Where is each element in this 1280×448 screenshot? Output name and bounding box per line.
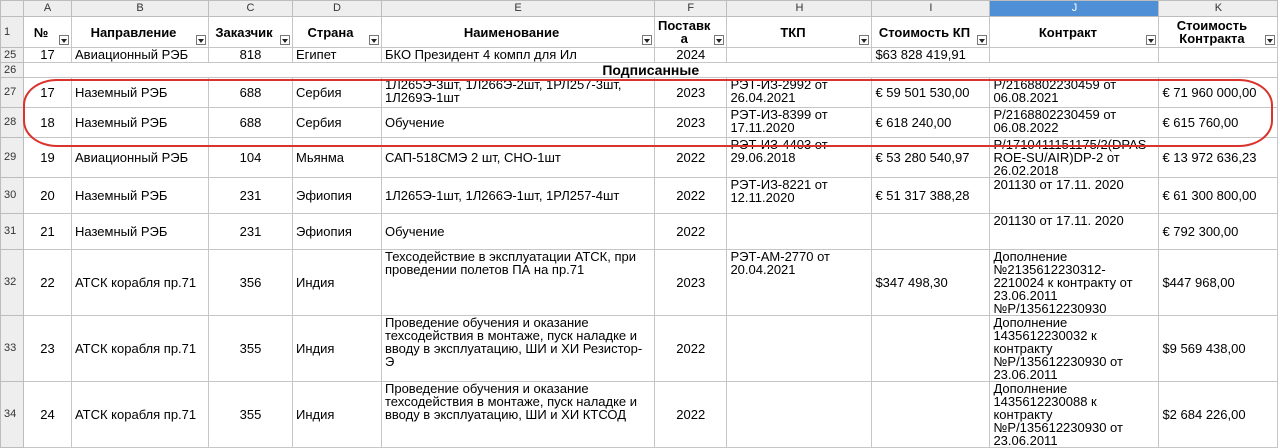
- cell-h[interactable]: [727, 48, 872, 63]
- cell-e[interactable]: Обучение: [382, 214, 655, 250]
- cell-i[interactable]: € 618 240,00: [872, 108, 990, 138]
- table-row: [1, 48, 1278, 63]
- cell-j[interactable]: P/2168802230459 от 06.08.2022: [990, 108, 1159, 138]
- cell-j[interactable]: 201130 от 17.11. 2020: [990, 214, 1159, 250]
- row-header[interactable]: 33: [1, 316, 24, 382]
- header-row: [1, 17, 1278, 48]
- cell-h[interactable]: РЭТ-ИЗ-4403 от 29.06.2018: [727, 138, 872, 178]
- cell-d[interactable]: Мьянма: [293, 138, 382, 178]
- cell-c[interactable]: 355: [209, 382, 293, 448]
- header-label: Направление: [90, 24, 177, 40]
- column-header-e[interactable]: E: [382, 1, 655, 17]
- cell-f[interactable]: 2023: [655, 78, 727, 108]
- header-label: Поставк а: [658, 18, 711, 46]
- cell-b[interactable]: Наземный РЭБ: [72, 178, 209, 214]
- cell-f[interactable]: 2022: [655, 138, 727, 178]
- header-cell-h[interactable]: [727, 17, 872, 48]
- column-header-h[interactable]: H: [727, 1, 872, 17]
- row-header[interactable]: 28: [1, 108, 24, 138]
- cell-i[interactable]: $63 828 419,91: [872, 48, 990, 63]
- column-header-row: [1, 1, 1278, 17]
- cell-d[interactable]: Сербия: [293, 78, 382, 108]
- cell-e[interactable]: Проведение обучения и оказание техсодействия в монтаже, пуск наладке и вводу в эксплуатацию, ШИ и ХИ КТСОД: [382, 382, 655, 448]
- row-header[interactable]: 27: [1, 78, 24, 108]
- cell-e[interactable]: Техсодействие в эксплуатации АТСК, при проведении полетов ПА на пр.71: [382, 250, 655, 316]
- cell-d[interactable]: Эфиопия: [293, 178, 382, 214]
- header-cell-i[interactable]: [872, 17, 990, 48]
- header-cell-c[interactable]: [209, 17, 293, 48]
- cell-b[interactable]: Наземный РЭБ: [72, 108, 209, 138]
- header-label: Стоимость КП: [878, 24, 971, 40]
- column-header-c[interactable]: C: [209, 1, 293, 17]
- cell-f[interactable]: 2022: [655, 316, 727, 382]
- row-header[interactable]: 26: [1, 63, 24, 78]
- cell-f[interactable]: 2023: [655, 108, 727, 138]
- cell-i[interactable]: [872, 382, 990, 448]
- cell-a[interactable]: 17: [24, 48, 72, 63]
- cell-a[interactable]: 17: [24, 78, 72, 108]
- header-label: Контракт: [1038, 24, 1098, 40]
- cell-a[interactable]: 21: [24, 214, 72, 250]
- cell-b[interactable]: АТСК корабля пр.71: [72, 250, 209, 316]
- row-header[interactable]: 25: [1, 48, 24, 63]
- filter-dropdown-icon[interactable]: [1146, 35, 1156, 45]
- cell-a[interactable]: 20: [24, 178, 72, 214]
- cell-i[interactable]: [872, 214, 990, 250]
- filter-dropdown-icon[interactable]: [642, 35, 652, 45]
- row-header[interactable]: 34: [1, 382, 24, 448]
- cell-k[interactable]: € 13 972 636,23: [1159, 138, 1278, 178]
- column-header-j[interactable]: J: [990, 1, 1159, 17]
- table-row: [1, 214, 1278, 250]
- cell-i[interactable]: [872, 316, 990, 382]
- header-cell-f[interactable]: [655, 17, 727, 48]
- row-header[interactable]: 30: [1, 178, 24, 214]
- table-row: [1, 250, 1278, 316]
- cell-e[interactable]: Проведение обучения и оказание техсодействия в монтаже, пуск наладке и вводу в эксплуатацию, ШИ и ХИ Резистор-Э: [382, 316, 655, 382]
- cell-e[interactable]: 1Л265Э-1шт, 1Л266Э-1шт, 1РЛ257-4шт: [382, 178, 655, 214]
- cell-b[interactable]: Наземный РЭБ: [72, 214, 209, 250]
- cell-e[interactable]: Обучение: [382, 108, 655, 138]
- cell-b[interactable]: Авиационный РЭБ: [72, 138, 209, 178]
- cell-j[interactable]: P/1710411151175/2(DPAS-ROE-SU/AIR)DP-2 от 26.02.2018: [990, 138, 1159, 178]
- cell-d[interactable]: Эфиопия: [293, 214, 382, 250]
- cell-c[interactable]: 104: [209, 138, 293, 178]
- cell-d[interactable]: Индия: [293, 250, 382, 316]
- cell-c[interactable]: 231: [209, 214, 293, 250]
- cell-c[interactable]: 356: [209, 250, 293, 316]
- cell-c[interactable]: 688: [209, 108, 293, 138]
- table-row: [1, 78, 1278, 108]
- cell-f[interactable]: 2022: [655, 214, 727, 250]
- table-row: [1, 316, 1278, 382]
- cell-k[interactable]: $2 684 226,00: [1159, 382, 1278, 448]
- cell-a[interactable]: 19: [24, 138, 72, 178]
- cell-k[interactable]: € 615 760,00: [1159, 108, 1278, 138]
- row-header[interactable]: 1: [1, 17, 24, 48]
- row-header[interactable]: 29: [1, 138, 24, 178]
- cell-h[interactable]: РЭТ-ИЗ-2992 от 26.04.2021: [727, 78, 872, 108]
- cell-b[interactable]: Наземный РЭБ: [72, 78, 209, 108]
- cell-h[interactable]: [727, 316, 872, 382]
- filter-dropdown-icon[interactable]: [280, 35, 290, 45]
- filter-dropdown-icon[interactable]: [59, 35, 69, 45]
- column-header-i[interactable]: I: [872, 1, 990, 17]
- cell-i[interactable]: € 53 280 540,97: [872, 138, 990, 178]
- cell-a[interactable]: 18: [24, 108, 72, 138]
- header-cell-k[interactable]: [1159, 17, 1278, 48]
- cell-d[interactable]: Индия: [293, 316, 382, 382]
- header-label: Наименование: [463, 24, 560, 40]
- cell-c[interactable]: 231: [209, 178, 293, 214]
- cell-e[interactable]: БКО Президент 4 компл для Ил: [382, 48, 655, 63]
- cell-k[interactable]: € 71 960 000,00: [1159, 78, 1278, 108]
- cell-j[interactable]: 201130 от 17.11. 2020: [990, 178, 1159, 214]
- cell-j[interactable]: Дополнение 1435612230088 к контракту №Р/135612230930 от 23.06.2011: [990, 382, 1159, 448]
- cell-k[interactable]: $447 968,00: [1159, 250, 1278, 316]
- cell-k[interactable]: € 61 300 800,00: [1159, 178, 1278, 214]
- cell-e[interactable]: САП-518СМЭ 2 шт, СНО-1шт: [382, 138, 655, 178]
- header-cell-b[interactable]: [72, 17, 209, 48]
- cell-d[interactable]: Индия: [293, 382, 382, 448]
- cell-c[interactable]: 688: [209, 78, 293, 108]
- select-all-corner[interactable]: [1, 1, 24, 17]
- filter-dropdown-icon[interactable]: [196, 35, 206, 45]
- cell-d[interactable]: Сербия: [293, 108, 382, 138]
- table-row: [1, 108, 1278, 138]
- column-header-k[interactable]: K: [1159, 1, 1278, 17]
- cell-f[interactable]: 2022: [655, 382, 727, 448]
- cell-j[interactable]: [990, 48, 1159, 63]
- cell-e[interactable]: 1Л265Э-3шт, 1Л266Э-2шт, 1РЛ257-3шт, 1Л269Э-1шт: [382, 78, 655, 108]
- cell-b[interactable]: АТСК корабля пр.71: [72, 382, 209, 448]
- cell-h[interactable]: РЭТ-АМ-2770 от 20.04.2021: [727, 250, 872, 316]
- cell-f[interactable]: 2023: [655, 250, 727, 316]
- header-label: Стоимость Контракта: [1176, 18, 1248, 46]
- header-cell-a[interactable]: [24, 17, 72, 48]
- cell-i[interactable]: € 59 501 530,00: [872, 78, 990, 108]
- filter-dropdown-icon[interactable]: [977, 35, 987, 45]
- header-label: Страна: [307, 24, 354, 40]
- column-header-d[interactable]: D: [293, 1, 382, 17]
- cell-k[interactable]: [1159, 48, 1278, 63]
- cell-j[interactable]: Дополнение 1435612230032 к контракту №Р/135612230930 от 23.06.2011: [990, 316, 1159, 382]
- cell-h[interactable]: [727, 382, 872, 448]
- filter-dropdown-icon[interactable]: [714, 35, 724, 45]
- filter-dropdown-icon[interactable]: [369, 35, 379, 45]
- cell-a[interactable]: 22: [24, 250, 72, 316]
- cell-h[interactable]: РЭТ-ИЗ-8399 от 17.11.2020: [727, 108, 872, 138]
- column-header-b[interactable]: B: [72, 1, 209, 17]
- table-row: [1, 382, 1278, 448]
- cell-i[interactable]: $347 498,30: [872, 250, 990, 316]
- filter-dropdown-icon[interactable]: [1265, 35, 1275, 45]
- cell-b[interactable]: АТСК корабля пр.71: [72, 316, 209, 382]
- header-label: Заказчик: [215, 24, 273, 40]
- cell-a[interactable]: 23: [24, 316, 72, 382]
- header-label: ТКП: [780, 24, 806, 40]
- table-row: [1, 138, 1278, 178]
- cell-k[interactable]: $9 569 438,00: [1159, 316, 1278, 382]
- cell-k[interactable]: € 792 300,00: [1159, 214, 1278, 250]
- filter-dropdown-icon[interactable]: [859, 35, 869, 45]
- cell-i[interactable]: € 51 317 388,28: [872, 178, 990, 214]
- header-cell-e[interactable]: [382, 17, 655, 48]
- header-label: №: [33, 24, 49, 40]
- header-cell-d[interactable]: [293, 17, 382, 48]
- cell-h[interactable]: [727, 214, 872, 250]
- row-header[interactable]: 32: [1, 250, 24, 316]
- cell-a[interactable]: 24: [24, 382, 72, 448]
- cell-h[interactable]: РЭТ-ИЗ-8221 от 12.11.2020: [727, 178, 872, 214]
- cell-f[interactable]: 2024: [655, 48, 727, 63]
- cell-b[interactable]: Авиационный РЭБ: [72, 48, 209, 63]
- cell-j[interactable]: Дополнение №2135612230312-2210024 к контракту от 23.06.2011 №Р/135612230930: [990, 250, 1159, 316]
- column-header-f[interactable]: F: [655, 1, 727, 17]
- column-header-a[interactable]: A: [24, 1, 72, 17]
- cell-f[interactable]: 2022: [655, 178, 727, 214]
- section-title[interactable]: Подписанные: [24, 63, 1278, 78]
- header-cell-j[interactable]: [990, 17, 1159, 48]
- cell-j[interactable]: P/2168802230459 от 06.08.2021: [990, 78, 1159, 108]
- row-header[interactable]: 31: [1, 214, 24, 250]
- cell-d[interactable]: Египет: [293, 48, 382, 63]
- cell-c[interactable]: 818: [209, 48, 293, 63]
- section-row: [1, 63, 1278, 78]
- table-row: [1, 178, 1278, 214]
- cell-c[interactable]: 355: [209, 316, 293, 382]
